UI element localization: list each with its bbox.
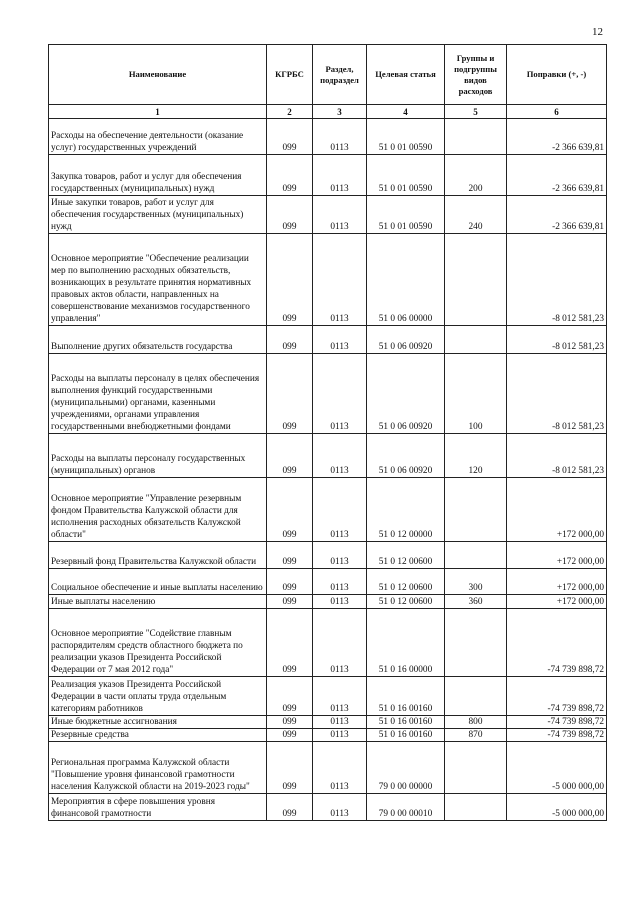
table-row bbox=[49, 196, 607, 234]
table-row bbox=[49, 794, 607, 821]
cell-kgrbs: 099 bbox=[267, 542, 313, 569]
cell-section: 0113 bbox=[313, 742, 367, 794]
cell-kgrbs: 099 bbox=[267, 234, 313, 326]
cell-target: 51 0 06 00000 bbox=[367, 234, 445, 326]
col-number: 6 bbox=[507, 105, 607, 119]
table-row bbox=[49, 677, 607, 716]
cell-name: Иные выплаты населению bbox=[49, 595, 267, 609]
cell-section: 0113 bbox=[313, 716, 367, 729]
cell-target: 51 0 12 00600 bbox=[367, 542, 445, 569]
cell-target: 51 0 16 00000 bbox=[367, 609, 445, 677]
table-row bbox=[49, 234, 607, 326]
cell-section: 0113 bbox=[313, 434, 367, 478]
cell-group: 100 bbox=[445, 354, 507, 434]
cell-amount: -8 012 581,23 bbox=[507, 326, 607, 354]
cell-name: Резервные средства bbox=[49, 729, 267, 742]
cell-amount: -2 366 639,81 bbox=[507, 119, 607, 155]
table-row bbox=[49, 595, 607, 609]
cell-group: 200 bbox=[445, 155, 507, 196]
cell-name: Выполнение других обязательств государства bbox=[49, 326, 267, 354]
cell-name: Расходы на обеспечение деятельности (оказание услуг) государственных учреждений bbox=[49, 119, 267, 155]
cell-group bbox=[445, 119, 507, 155]
budget-amendments-table bbox=[48, 44, 607, 821]
cell-name: Иные закупки товаров, работ и услуг для обеспечения государственных (муниципальных) нужд bbox=[49, 196, 267, 234]
col-header-target: Целевая статья bbox=[367, 45, 445, 105]
cell-name: Резервный фонд Правительства Калужской области bbox=[49, 542, 267, 569]
cell-kgrbs: 099 bbox=[267, 354, 313, 434]
cell-amount: +172 000,00 bbox=[507, 542, 607, 569]
cell-amount: -5 000 000,00 bbox=[507, 794, 607, 821]
cell-kgrbs: 099 bbox=[267, 119, 313, 155]
table-row bbox=[49, 434, 607, 478]
cell-section: 0113 bbox=[313, 569, 367, 595]
table-header-row bbox=[49, 45, 607, 105]
table-row bbox=[49, 478, 607, 542]
cell-amount: -5 000 000,00 bbox=[507, 742, 607, 794]
cell-group bbox=[445, 742, 507, 794]
cell-section: 0113 bbox=[313, 542, 367, 569]
cell-amount: +172 000,00 bbox=[507, 478, 607, 542]
cell-target: 51 0 06 00920 bbox=[367, 326, 445, 354]
cell-name: Основное мероприятие "Содействие главным распорядителям средств областного бюджета по реализации указов Президента Российской Федерации от 7 мая 2012 года" bbox=[49, 609, 267, 677]
cell-section: 0113 bbox=[313, 677, 367, 716]
cell-group: 870 bbox=[445, 729, 507, 742]
col-header-amendments: Поправки (+, -) bbox=[507, 45, 607, 105]
table-row bbox=[49, 716, 607, 729]
cell-kgrbs: 099 bbox=[267, 609, 313, 677]
cell-kgrbs: 099 bbox=[267, 569, 313, 595]
cell-name: Расходы на выплаты персоналу в целях обеспечения выполнения функций государственными (муниципальными) органами, казенными учреждениями, органами управления государственными внебюджетными фондами bbox=[49, 354, 267, 434]
cell-target: 79 0 00 00000 bbox=[367, 742, 445, 794]
cell-name: Основное мероприятие "Управление резервным фондом Правительства Калужской области для исполнения расходных обязательств Калужской области" bbox=[49, 478, 267, 542]
table-row bbox=[49, 155, 607, 196]
cell-section: 0113 bbox=[313, 354, 367, 434]
cell-kgrbs: 099 bbox=[267, 155, 313, 196]
cell-section: 0113 bbox=[313, 196, 367, 234]
cell-section: 0113 bbox=[313, 609, 367, 677]
col-header-section: Раздел, подраздел bbox=[313, 45, 367, 105]
cell-amount: -8 012 581,23 bbox=[507, 354, 607, 434]
cell-kgrbs: 099 bbox=[267, 677, 313, 716]
cell-amount: -8 012 581,23 bbox=[507, 234, 607, 326]
cell-amount: -74 739 898,72 bbox=[507, 609, 607, 677]
cell-target: 51 0 06 00920 bbox=[367, 354, 445, 434]
page-number: 12 bbox=[592, 26, 603, 38]
cell-kgrbs: 099 bbox=[267, 716, 313, 729]
cell-kgrbs: 099 bbox=[267, 196, 313, 234]
cell-group: 120 bbox=[445, 434, 507, 478]
cell-target: 51 0 01 00590 bbox=[367, 155, 445, 196]
cell-name: Закупка товаров, работ и услуг для обеспечения государственных (муниципальных) нужд bbox=[49, 155, 267, 196]
cell-amount: -2 366 639,81 bbox=[507, 196, 607, 234]
cell-amount: -8 012 581,23 bbox=[507, 434, 607, 478]
cell-group: 360 bbox=[445, 595, 507, 609]
cell-section: 0113 bbox=[313, 478, 367, 542]
cell-target: 51 0 01 00590 bbox=[367, 196, 445, 234]
cell-kgrbs: 099 bbox=[267, 434, 313, 478]
cell-target: 51 0 12 00600 bbox=[367, 595, 445, 609]
cell-group bbox=[445, 326, 507, 354]
cell-group bbox=[445, 542, 507, 569]
cell-target: 51 0 12 00600 bbox=[367, 569, 445, 595]
col-number: 5 bbox=[445, 105, 507, 119]
cell-kgrbs: 099 bbox=[267, 326, 313, 354]
cell-target: 51 0 01 00590 bbox=[367, 119, 445, 155]
table-row bbox=[49, 119, 607, 155]
cell-amount: -2 366 639,81 bbox=[507, 155, 607, 196]
cell-kgrbs: 099 bbox=[267, 794, 313, 821]
cell-amount: +172 000,00 bbox=[507, 569, 607, 595]
table-row bbox=[49, 569, 607, 595]
col-number: 1 bbox=[49, 105, 267, 119]
table-row bbox=[49, 542, 607, 569]
table-row bbox=[49, 742, 607, 794]
col-number: 4 bbox=[367, 105, 445, 119]
cell-name: Иные бюджетные ассигнования bbox=[49, 716, 267, 729]
cell-section: 0113 bbox=[313, 595, 367, 609]
cell-name: Региональная программа Калужской области "Повышение уровня финансовой грамотности населения Калужской области на 2019-2023 годы" bbox=[49, 742, 267, 794]
cell-target: 51 0 16 00160 bbox=[367, 716, 445, 729]
cell-amount: -74 739 898,72 bbox=[507, 729, 607, 742]
cell-group: 240 bbox=[445, 196, 507, 234]
cell-group bbox=[445, 478, 507, 542]
table-row bbox=[49, 729, 607, 742]
cell-target: 79 0 00 00010 bbox=[367, 794, 445, 821]
cell-section: 0113 bbox=[313, 119, 367, 155]
cell-name: Социальное обеспечение и иные выплаты населению bbox=[49, 569, 267, 595]
cell-group bbox=[445, 794, 507, 821]
col-header-groups: Группы и подгруппы видов расходов bbox=[445, 45, 507, 105]
cell-group bbox=[445, 677, 507, 716]
col-number: 3 bbox=[313, 105, 367, 119]
cell-amount: -74 739 898,72 bbox=[507, 716, 607, 729]
cell-target: 51 0 16 00160 bbox=[367, 729, 445, 742]
col-number: 2 bbox=[267, 105, 313, 119]
cell-amount: +172 000,00 bbox=[507, 595, 607, 609]
cell-section: 0113 bbox=[313, 155, 367, 196]
cell-section: 0113 bbox=[313, 326, 367, 354]
cell-section: 0113 bbox=[313, 794, 367, 821]
cell-group bbox=[445, 234, 507, 326]
cell-target: 51 0 06 00920 bbox=[367, 434, 445, 478]
cell-kgrbs: 099 bbox=[267, 478, 313, 542]
column-number-row bbox=[49, 105, 607, 119]
cell-group bbox=[445, 609, 507, 677]
cell-group: 300 bbox=[445, 569, 507, 595]
cell-amount: -74 739 898,72 bbox=[507, 677, 607, 716]
cell-target: 51 0 16 00160 bbox=[367, 677, 445, 716]
cell-name: Основное мероприятие "Обеспечение реализации мер по выполнению расходных обязательств, возникающих в результате принятия нормативных правовых актов области, направленных на совершенствование механизмов государственного управления" bbox=[49, 234, 267, 326]
cell-kgrbs: 099 bbox=[267, 742, 313, 794]
table-row bbox=[49, 326, 607, 354]
cell-name: Реализация указов Президента Российской Федерации в части оплаты труда отдельным категориям работников bbox=[49, 677, 267, 716]
cell-kgrbs: 099 bbox=[267, 729, 313, 742]
cell-kgrbs: 099 bbox=[267, 595, 313, 609]
cell-target: 51 0 12 00000 bbox=[367, 478, 445, 542]
cell-group: 800 bbox=[445, 716, 507, 729]
table-row bbox=[49, 609, 607, 677]
cell-section: 0113 bbox=[313, 729, 367, 742]
cell-name: Мероприятия в сфере повышения уровня финансовой грамотности bbox=[49, 794, 267, 821]
col-header-name: Наименование bbox=[49, 45, 267, 105]
col-header-kgrbs: КГРБС bbox=[267, 45, 313, 105]
cell-name: Расходы на выплаты персоналу государственных (муниципальных) органов bbox=[49, 434, 267, 478]
table-row bbox=[49, 354, 607, 434]
cell-section: 0113 bbox=[313, 234, 367, 326]
